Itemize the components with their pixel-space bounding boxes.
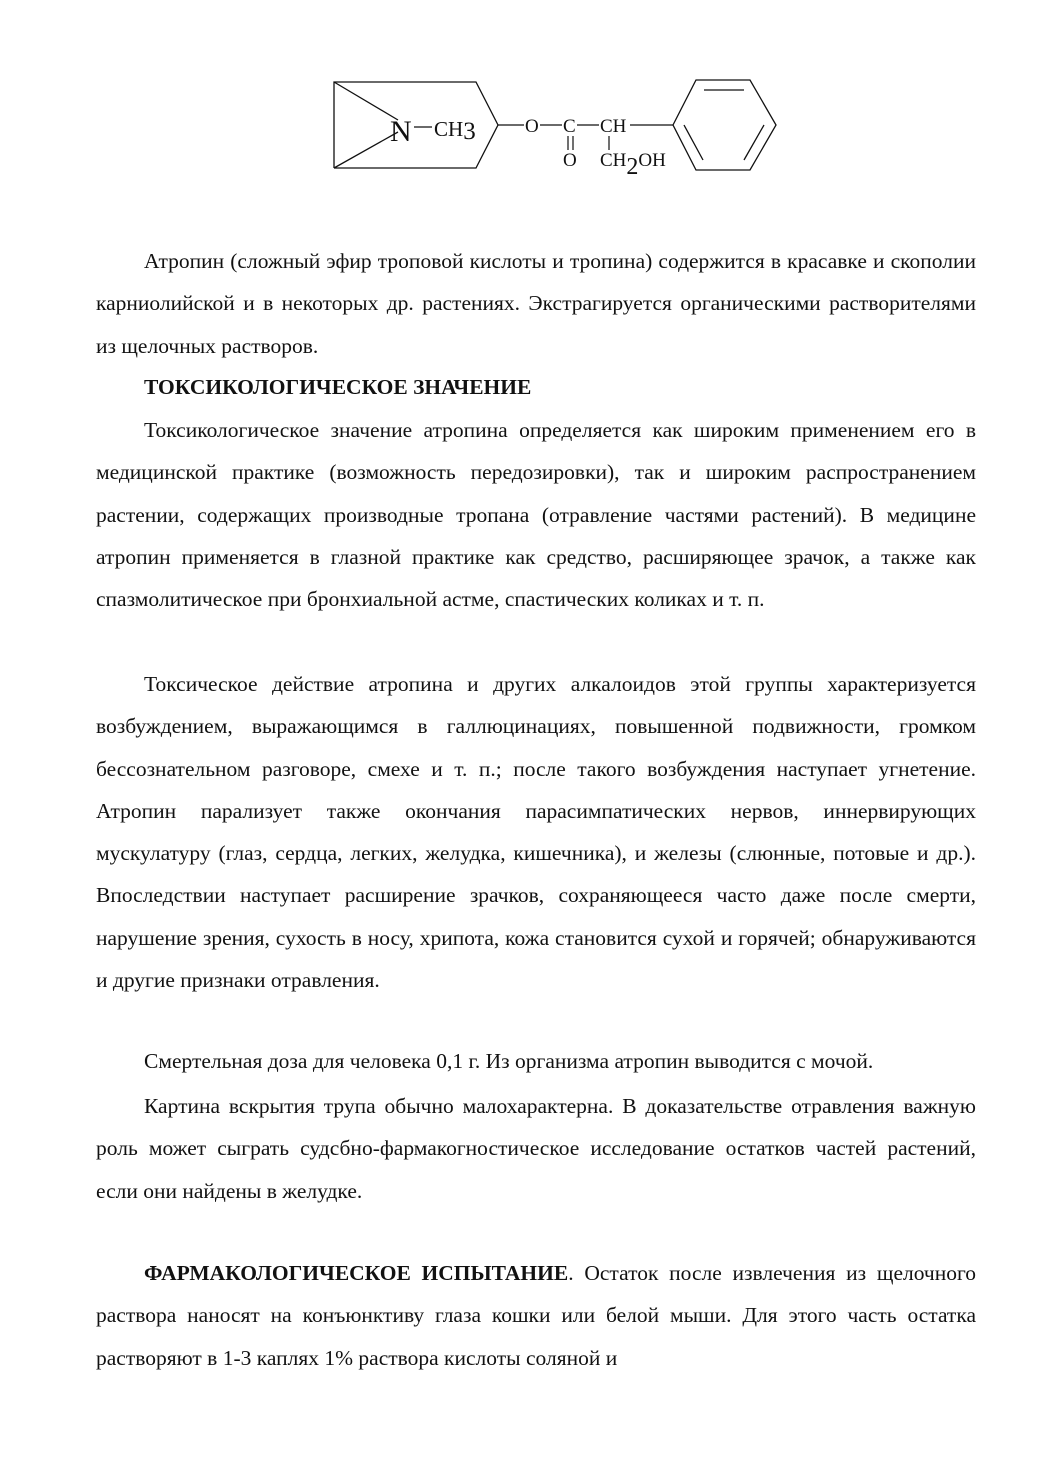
intro-paragraph: Атропин (сложный эфир троповой кислоты и тропина) содержится в красавке и скополии карниолийской и в некоторых др. растениях. Экстрагируется органическими растворителями из щелочных растворов.	[96, 249, 976, 358]
lethal-dose-paragraph: Смертельная доза для человека 0,1 г. Из организма атропин выводится с мочой.	[144, 1049, 874, 1073]
methyl-ch: CH	[434, 117, 464, 141]
section-heading-toxicological: ТОКСИКОЛОГИЧЕСКОЕ ЗНАЧЕНИЕ	[144, 375, 532, 399]
hydroxymethyl-group	[600, 150, 666, 180]
atropine-structural-formula	[326, 70, 786, 200]
pharmacological-test-heading: ФАРМАКОЛОГИЧЕСКОЕ ИСПЫТАНИЕ	[144, 1261, 569, 1285]
pharmacological-test-paragraph	[96, 1252, 976, 1379]
ester-oxygen: O	[525, 116, 539, 137]
autopsy-paragraph: Картина вскрытия трупа обычно малохарактерна. В доказательстве отравления важную роль может сыграть судсбно-фармакогностическое исследование остатков частей растений, если они найдены в желудке.	[96, 1094, 976, 1203]
pharmacological-test-text: . Остаток после извлечения из щелочного раствора наносят на конъюнктиву глаза кошки или белой мыши. Для этого часть остатка растворяют в 1-3 каплях 1% раствора кислоты соляной и	[96, 1261, 977, 1370]
ch2-ch: CH	[600, 150, 627, 171]
ch-group: CH	[600, 116, 627, 137]
phenyl-ring	[673, 80, 776, 170]
carbonyl-carbon: C	[563, 116, 576, 137]
carbonyl-oxygen: O	[563, 150, 577, 171]
ch2-subscript: 2	[626, 154, 639, 180]
toxicology-paragraph-2: Токсическое действие атропина и других алкалоидов этой группы характеризуется возбуждением, выражающимся в галлюцинациях, повышенной подвижности, громком бессознательном разговоре, смехе и т. п.; после такого возбуждения наступает угнетение. Атропин парализует также окончания парасимпатических нервов, иннервирующих мускулатуру (глаз, сердца, легких, желудка, кишечника), и железы (слюнные, потовые и др.). Впоследствии наступает расширение зрачков, сохраняющееся часто даже после смерти, нарушение зрения, сухость в носу, хрипота, кожа становится сухой и горячей; обнаруживаются и другие признаки отравления.	[96, 672, 976, 993]
nitrogen-atom: N	[390, 115, 412, 148]
toxicology-paragraph-1: Токсикологическое значение атропина определяется как широким применением его в медицинской практике (возможность передозировки), так и широким распространением растении, содержащих производные тропана (отравление частями растений). В медицине атропин применяется в глазной практике как средство, расширяющее зрачок, а также как спазмолитическое при бронхиальной астме, спастических коликах и т. п.	[96, 418, 976, 612]
methyl-subscript: 3	[463, 118, 476, 145]
methyl-group	[434, 117, 476, 145]
hydroxyl: OH	[638, 150, 666, 171]
